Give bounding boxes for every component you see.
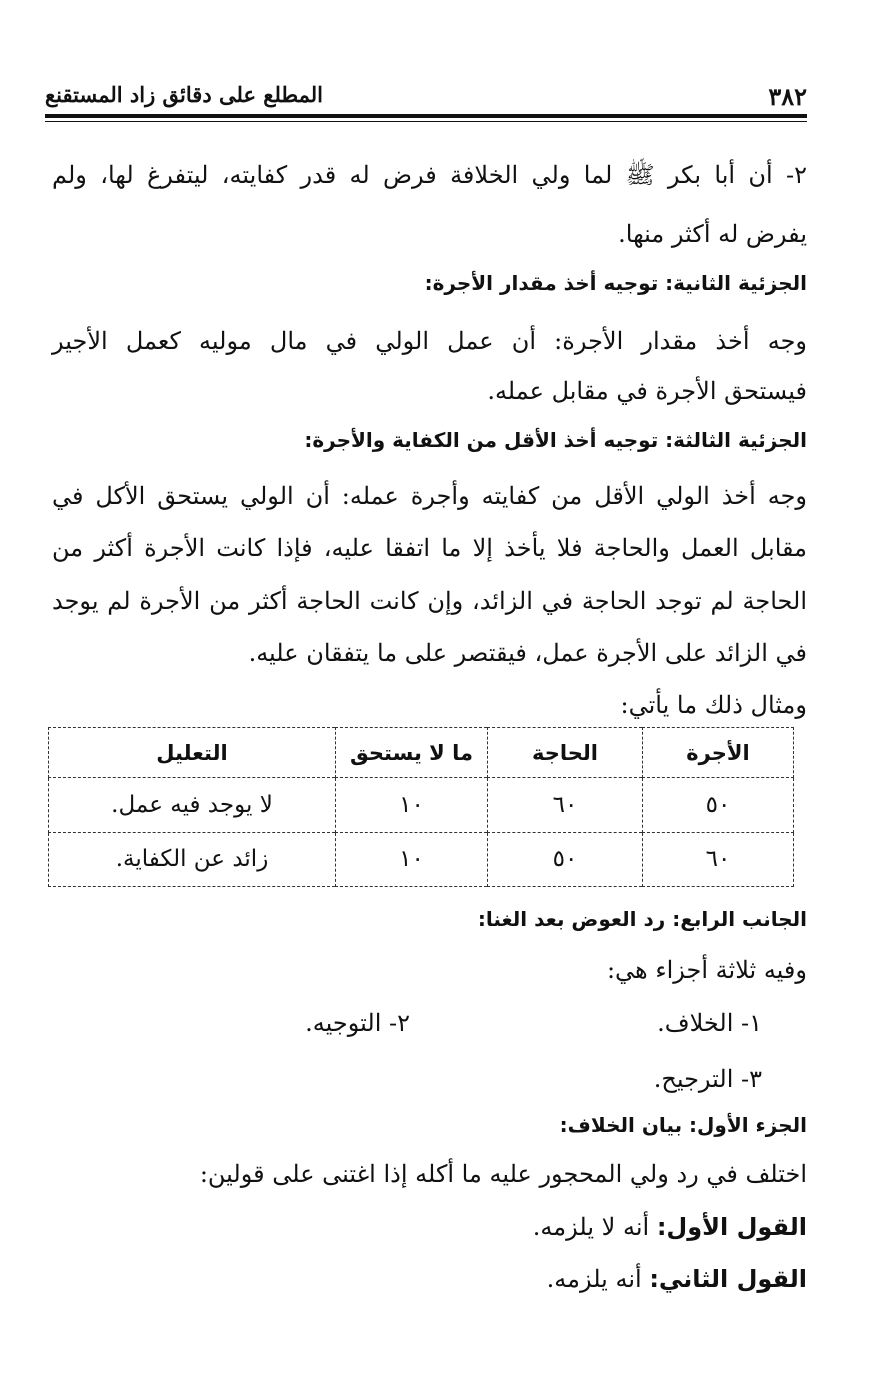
table-cell: ٦٠ — [643, 832, 794, 886]
example-intro: ومثال ذلك ما يأتي: — [620, 691, 807, 719]
paragraph-line: اختلف في رد ولي المحجور عليه ما أكله إذا اغتنى على قولين: — [199, 1160, 807, 1188]
table-header-cell: التعليل — [49, 728, 336, 778]
table-header-cell: الأجرة — [643, 728, 794, 778]
header-rule-thin — [45, 121, 807, 122]
table-cell: ١٠ — [336, 832, 488, 886]
table-header-cell: الحاجة — [488, 728, 643, 778]
opinion-label: القول الأول: — [656, 1213, 807, 1241]
paragraph-line: وجه أخذ مقدار الأجرة: أن عمل الولي في مال موليه كعمل الأجير — [52, 327, 807, 355]
table-row — [49, 832, 794, 886]
table-cell: ١٠ — [336, 778, 488, 832]
section-heading: الجزء الأول: بيان الخلاف: — [559, 1113, 807, 1137]
running-header — [45, 78, 807, 111]
paragraph-line: يفرض له أكثر منها. — [618, 220, 807, 248]
opinion-line — [52, 1210, 807, 1244]
table-cell: ٥٠ — [643, 778, 794, 832]
section-heading: الجانب الرابع: رد العوض بعد الغنا: — [477, 907, 807, 931]
section-heading: الجزئية الثالثة: توجيه أخذ الأقل من الكفاية والأجرة: — [304, 428, 807, 452]
opinion-text: أنه يلزمه. — [546, 1265, 642, 1293]
paragraph-line: الحاجة لم توجد الحاجة في الزائد، وإن كانت الحاجة أكثر من الأجرة لم يوجد — [52, 587, 807, 615]
page-number: ٣٨٢ — [768, 82, 807, 111]
list-item: ٢- التوجيه. — [305, 1009, 410, 1037]
table-header-cell: ما لا يستحق — [336, 728, 488, 778]
list-item: ١- الخلاف. — [657, 1009, 762, 1037]
table-row — [49, 778, 794, 832]
opinion-text: أنه لا يلزمه. — [532, 1213, 650, 1241]
paragraph-line: فيستحق الأجرة في مقابل عمله. — [487, 377, 807, 405]
section-heading: الجزئية الثانية: توجيه أخذ مقدار الأجرة: — [424, 271, 807, 295]
table-cell: زائد عن الكفاية. — [49, 832, 336, 886]
table-header-row — [49, 728, 794, 778]
table-cell: لا يوجد فيه عمل. — [49, 778, 336, 832]
table-cell: ٥٠ — [488, 832, 643, 886]
table-cell: ٦٠ — [488, 778, 643, 832]
paragraph-line: وجه أخذ الولي الأقل من كفايته وأجرة عمله: أن الولي يستحق الأكل في — [52, 482, 807, 510]
list-item: ٣- الترجيح. — [653, 1065, 762, 1093]
paragraph-line: ٢- أن أبا بكر ﷺ لما ولي الخلافة فرض له قدر كفايته، ليتفرغ لها، ولم — [52, 161, 807, 189]
paragraph-line: مقابل العمل والحاجة فلا يأخذ إلا ما اتفقا عليه، فإذا كانت الأجرة أكثر من — [52, 534, 807, 562]
header-rule-thick — [45, 114, 807, 118]
example-table — [48, 727, 794, 887]
paragraph-line: في الزائد على الأجرة عمل، فيقتصر على ما يتفقان عليه. — [248, 639, 807, 667]
book-title: المطلع على دقائق زاد المستقنع — [45, 82, 324, 107]
opinion-label: القول الثاني: — [649, 1265, 807, 1293]
paragraph-line: وفيه ثلاثة أجزاء هي: — [606, 956, 807, 984]
opinion-line — [52, 1262, 807, 1296]
